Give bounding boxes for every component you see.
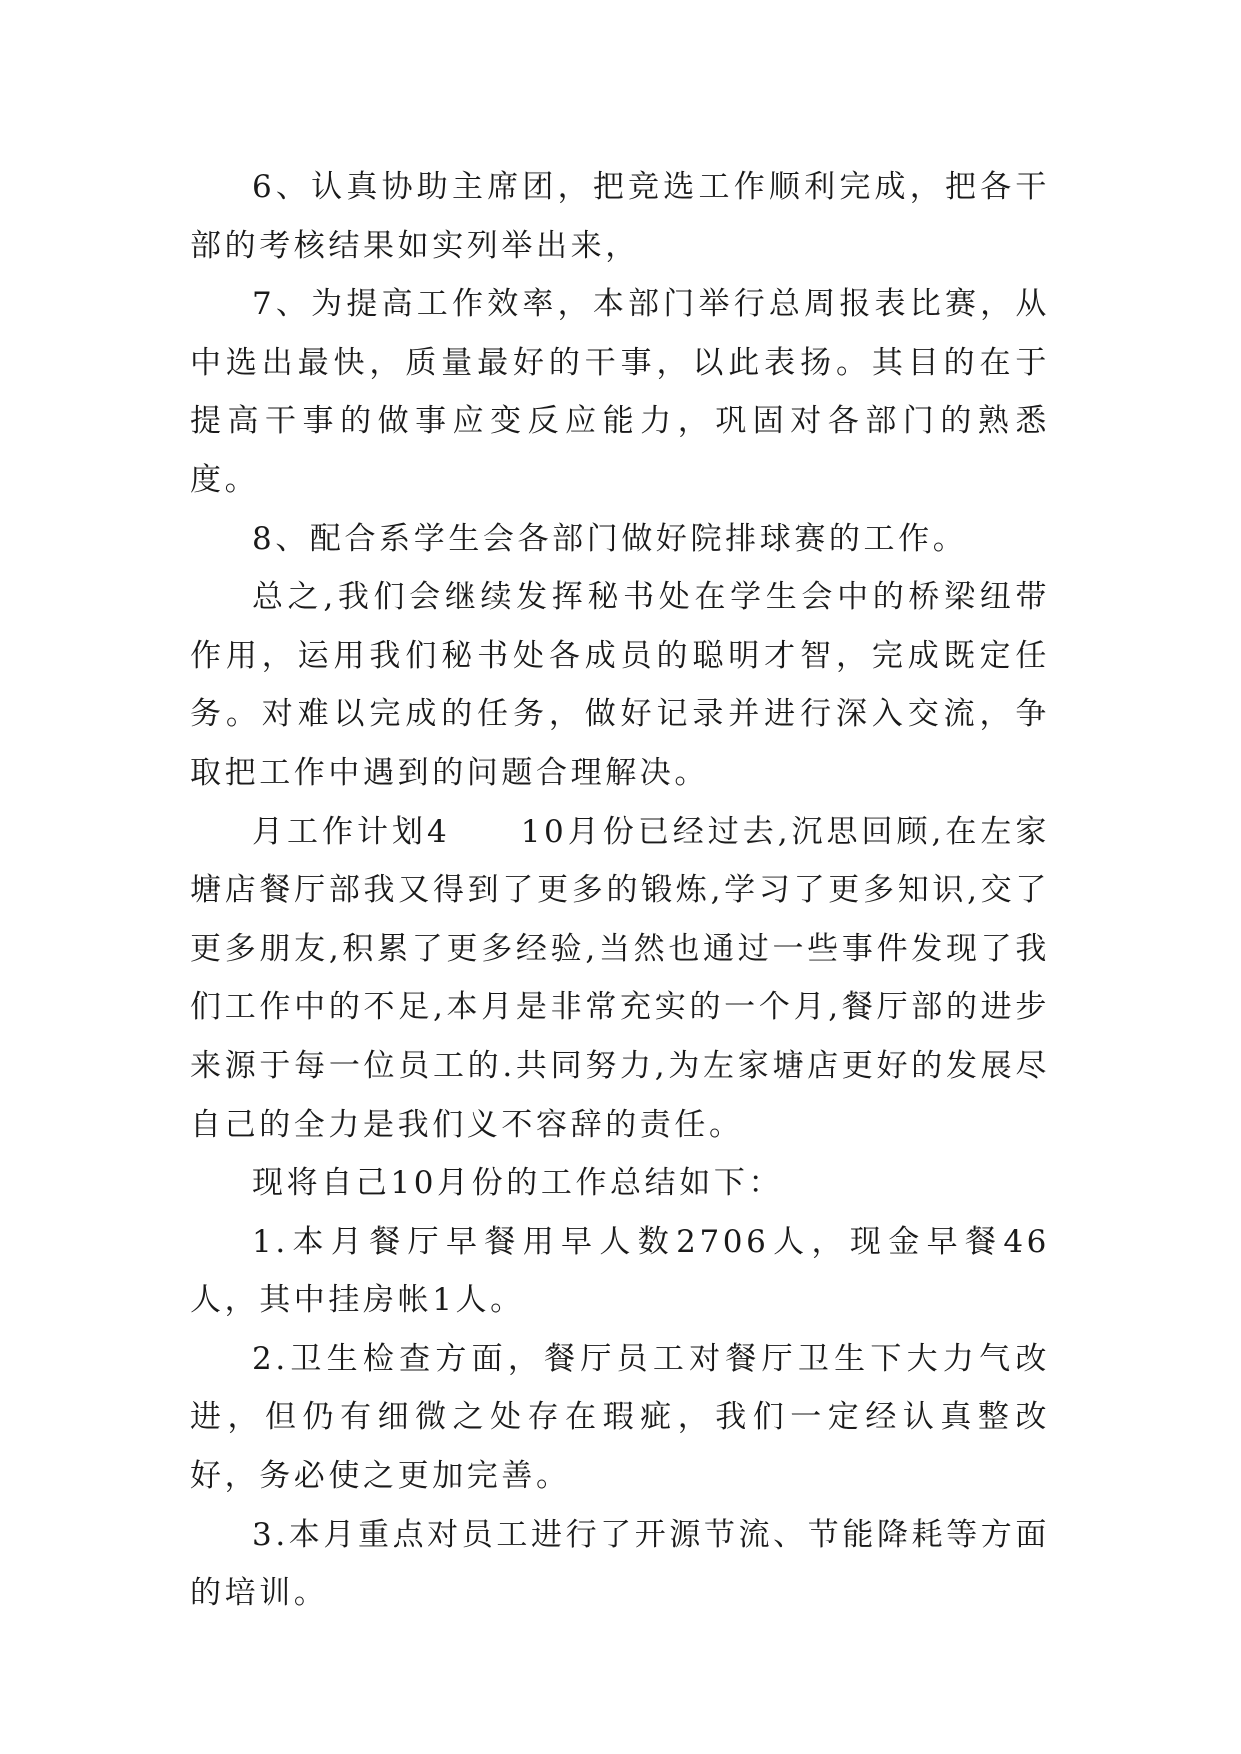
paragraph-summary: 总之,我们会继续发挥秘书处在学生会中的桥梁纽带作用，运用我们秘书处各成员的聪明才智，完成既定任务。对难以完成的任务，做好记录并进行深入交流，争取把工作中遇到的问题合理解决。 [190,579,1050,791]
paragraph-item-8: 8、配合系学生会各部门做好院排球赛的工作。 [252,520,968,557]
paragraph-monthly-plan-4: 月工作计划4 10月份已经过去,沉思回顾,在左家塘店餐厅部我又得到了更多的锻炼,学习了更多知识,交了更多朋友,积累了更多经验,当然也通过一些事件发现了我们工作中的不足,本月是非常充实的一个月,餐厅部的进步来源于每一位员工的.共同努力,为左家塘店更好的发展尽自己的全力是我们义不容辞的责任。 [190,813,1050,1143]
document-body [190,158,1050,1623]
paragraph-point-1: 1.本月餐厅早餐用早人数2706人，现金早餐46人，其中挂房帐1人。 [190,1223,1050,1319]
paragraph-point-3: 3.本月重点对员工进行了开源节流、节能降耗等方面的培训。 [190,1516,1050,1612]
paragraph-point-2: 2.卫生检查方面，餐厅员工对餐厅卫生下大力气改进，但仍有细微之处存在瑕疵，我们一定经认真整改好，务必使之更加完善。 [190,1340,1050,1495]
paragraph-summary-intro: 现将自己10月份的工作总结如下： [252,1165,784,1202]
paragraph-item-6: 6、认真协助主席团，把竞选工作顺利完成，把各干部的考核结果如实列举出来， [190,169,1050,264]
paragraph-item-7: 7、为提高工作效率，本部门举行总周报表比赛，从中选出最快，质量最好的干事，以此表扬。其目的在于提高干事的做事应变反应能力，巩固对各部门的熟悉度。 [190,286,1050,498]
